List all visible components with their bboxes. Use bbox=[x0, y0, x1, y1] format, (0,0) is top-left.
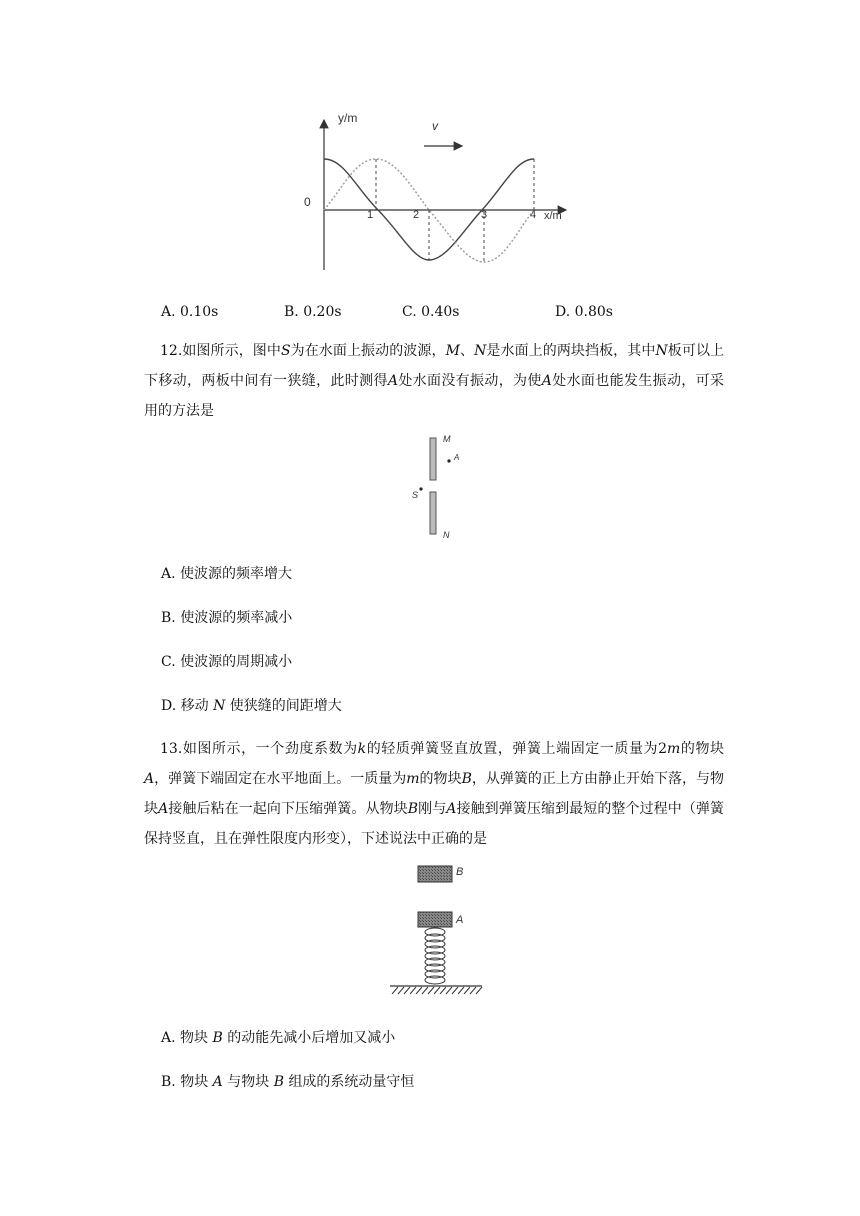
label-b: B bbox=[456, 866, 464, 878]
q11-option-b: B. 0.20s bbox=[284, 304, 342, 320]
x-tick-2: 2 bbox=[413, 209, 420, 221]
barrier-m bbox=[430, 438, 436, 480]
q11-option-a: A. 0.10s bbox=[161, 304, 219, 320]
label-n: N bbox=[443, 530, 450, 540]
q13-option-a: A. 物块 B 的动能先减小后增加又减小 bbox=[161, 1030, 396, 1046]
spring bbox=[425, 928, 445, 984]
label-a: A bbox=[454, 453, 460, 462]
point-a bbox=[447, 459, 450, 462]
q13-option-b: B. 物块 A 与物块 B 组成的系统动量守恒 bbox=[161, 1074, 415, 1090]
y-axis-label: y/m bbox=[338, 111, 358, 125]
block-b bbox=[418, 866, 452, 882]
label-s: S bbox=[412, 490, 419, 500]
q12-option-a: A. 使波源的频率增大 bbox=[161, 566, 293, 582]
label-m: M bbox=[443, 434, 451, 444]
velocity-label: v bbox=[432, 119, 438, 133]
q12-option-d: D. 移动 N 使狭缝的间距增大 bbox=[161, 698, 342, 714]
source-s bbox=[419, 487, 422, 490]
x-tick-1: 1 bbox=[367, 209, 374, 221]
barrier-n bbox=[430, 492, 436, 534]
x-axis-label: x/m bbox=[544, 210, 562, 222]
ground-hatch bbox=[392, 987, 482, 994]
spring-figure bbox=[380, 856, 490, 1000]
q11-option-d: D. 0.80s bbox=[555, 304, 613, 320]
wave-figure bbox=[300, 108, 580, 278]
slit-figure bbox=[400, 430, 470, 542]
x-tick-3: 3 bbox=[481, 209, 488, 221]
origin-label: 0 bbox=[304, 195, 311, 209]
label-a: A bbox=[456, 914, 464, 926]
x-tick-4: 4 bbox=[530, 209, 537, 221]
q11-option-c: C. 0.40s bbox=[402, 304, 460, 320]
q12-stem: 12.如图所示，图中S为在水面上振动的波源，M、N是水面上的两块挡板，其中N板可以上下移动，两板中间有一狭缝，此时测得A处水面没有振动，为使A处水面也能发生振动，可采用的方法是 bbox=[144, 343, 725, 419]
q12-option-c: C. 使波源的周期减小 bbox=[161, 654, 293, 670]
q13-stem: 13.如图所示，一个劲度系数为k的轻质弹簧竖直放置，弹簧上端固定一质量为2m的物块A，弹簧下端固定在水平地面上。一质量为m的物块B，从弹簧的正上方由静止开始下落，与物块A接触后粘在一起向下压缩弹簧。从物块B刚与A接触到弹簧压缩到最短的整个过程中（弹簧保持竖直，且在弹性限度内形变），下述说法中正确的是 bbox=[144, 741, 725, 847]
block-a bbox=[418, 912, 452, 927]
q12-option-b: B. 使波源的频率减小 bbox=[161, 610, 293, 626]
